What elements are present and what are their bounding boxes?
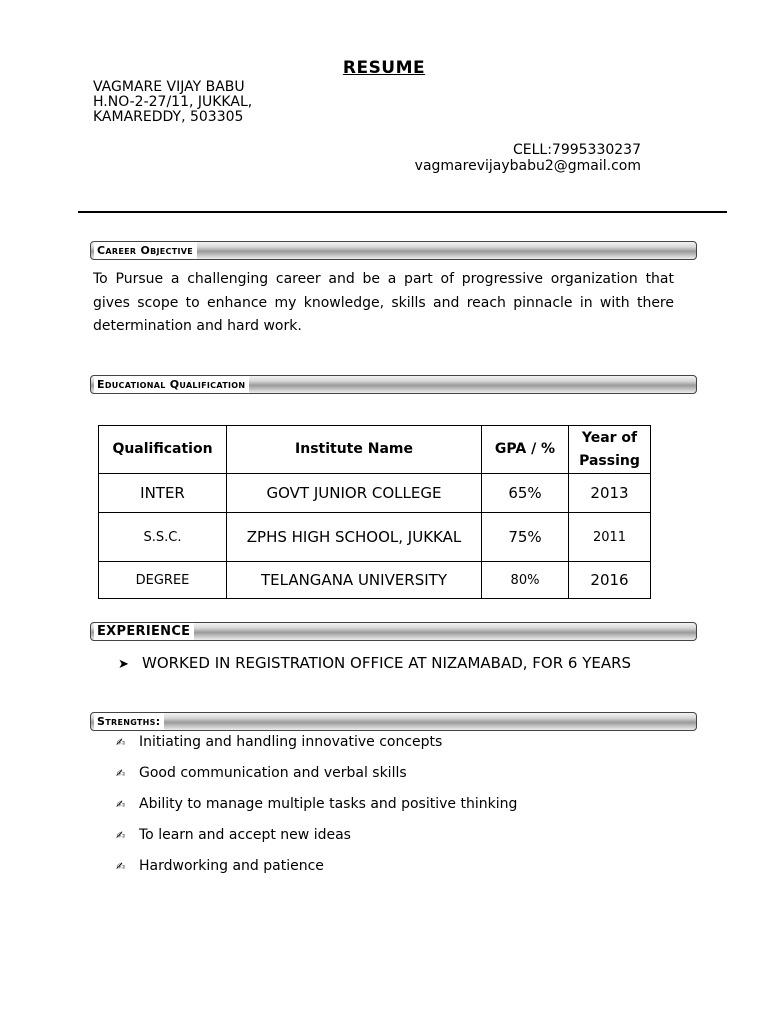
cell-qualification: DEGREE [99,562,227,599]
writing-hand-icon: ✍ [116,798,126,811]
strength-text: Hardworking and patience [139,858,324,874]
section-heading-experience: EXPERIENCE [94,623,194,640]
list-item [116,734,442,750]
cell-institute: GOVT JUNIOR COLLEGE [227,474,482,513]
strength-text: Initiating and handling innovative concepts [139,734,443,750]
strength-text: To learn and accept new ideas [139,827,351,843]
section-bar-education [90,375,697,394]
email-address: vagmarevijaybabu2@gmail.com [414,158,641,174]
cell-year: 2016 [569,562,651,599]
cell-year: 2011 [569,513,651,562]
experience-item [118,654,631,672]
page-title: RESUME [342,58,426,78]
list-item [116,827,351,843]
cell-institute: TELANGANA UNIVERSITY [227,562,482,599]
list-item [116,765,407,781]
education-table [98,425,651,599]
header-year-text: Year of Passing [579,429,640,469]
section-bar-experience [90,622,697,641]
strength-text: Good communication and verbal skills [139,765,407,781]
section-heading-education: Educational Qualification [94,376,249,393]
strength-text: Ability to manage multiple tasks and positive thinking [139,796,518,812]
writing-hand-icon: ✍ [116,736,126,749]
address-line-2: KAMAREDDY, 503305 [93,109,244,125]
arrow-bullet-icon: ➤ [118,657,129,672]
cell-gpa: 65% [482,474,569,513]
table-row [99,474,651,513]
table-row [99,513,651,562]
cell-gpa: 75% [482,513,569,562]
header-divider [78,211,727,213]
cell-qualification: INTER [99,474,227,513]
section-bar-strengths [90,712,697,731]
section-heading-strengths: Strengths: [94,713,164,730]
writing-hand-icon: ✍ [116,767,126,780]
experience-item-text: WORKED IN REGISTRATION OFFICE AT NIZAMABAD, FOR 6 YEARS [142,654,632,672]
section-heading-career-objective: Career Objective [94,242,197,259]
header-gpa: GPA / % [482,426,569,474]
career-objective-text: To Pursue a challenging career and be a part of progressive organization that gives scope to enhance my knowledge, skills and reach pinnacle in with there determination and hard work. [93,271,674,334]
cell-number: CELL:7995330237 [512,142,641,158]
list-item [116,858,324,874]
cell-year: 2013 [569,474,651,513]
candidate-name: VAGMARE VIJAY BABU [93,79,245,95]
address-line-1: H.NO-2-27/11, JUKKAL, [93,94,253,110]
writing-hand-icon: ✍ [116,829,126,842]
cell-qualification: S.S.C. [99,513,227,562]
table-header-row [99,426,651,474]
cell-gpa: 80% [482,562,569,599]
header-qualification: Qualification [99,426,227,474]
section-bar-career-objective [90,241,697,260]
header-year [569,426,651,474]
header-institute: Institute Name [227,426,482,474]
table-row [99,562,651,599]
list-item [116,796,517,812]
cell-institute: ZPHS HIGH SCHOOL, JUKKAL [227,513,482,562]
writing-hand-icon: ✍ [116,860,126,873]
